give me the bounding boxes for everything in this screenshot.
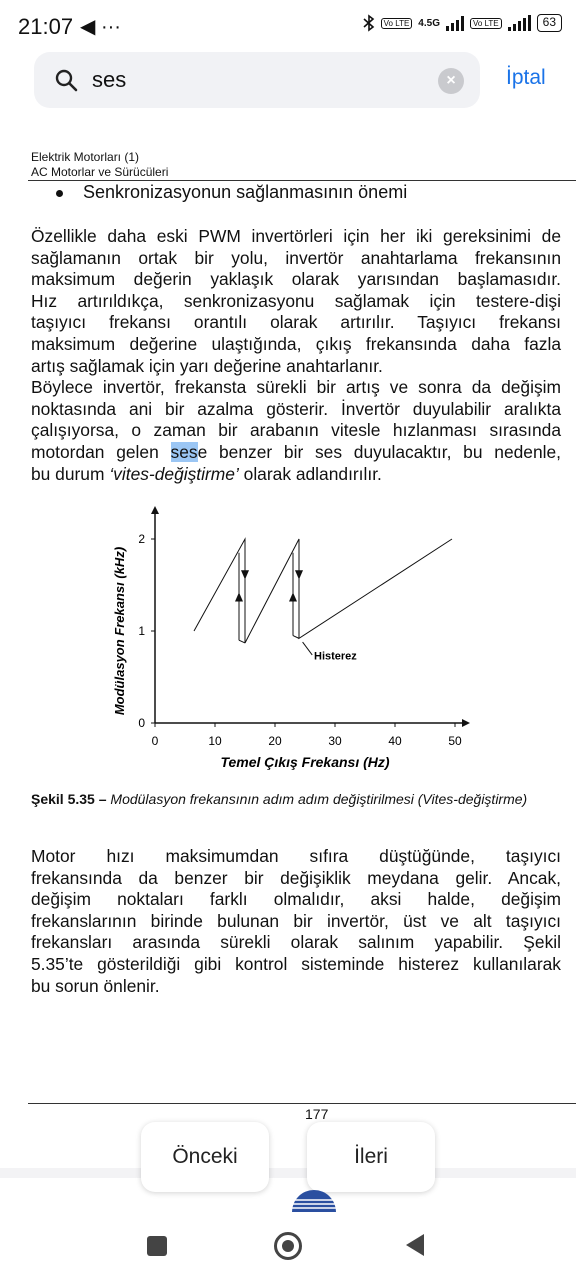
- figure-caption: [31, 790, 561, 808]
- x-tick-label: 50: [448, 734, 462, 748]
- text-line: taşıyıcı frekansı orantılı olarak artırılır. Taşıyıcı frekansı: [31, 312, 561, 333]
- battery-icon: 63: [537, 14, 562, 32]
- x-tick-label: 30: [328, 734, 342, 748]
- bullet-item: [56, 182, 407, 203]
- text-segment: motordan gelen: [31, 441, 171, 462]
- x-axis-label: Temel Çıkış Frekansı (Hz): [220, 754, 390, 770]
- caption-label: Şekil 5.35 –: [31, 791, 107, 807]
- home-icon[interactable]: [274, 1232, 302, 1260]
- header-divider: [28, 180, 576, 181]
- text-segment: bu durum: [31, 463, 110, 484]
- text-line: artış sağlamak için yarı değerine anahtarlanır.: [31, 355, 383, 376]
- volte-icon: Vo LTE: [381, 18, 413, 29]
- arrow-up-marker: [235, 592, 243, 601]
- caption-text: Modülasyon frekansının adım adım değiştirilmesi (Vites-değiştirme): [106, 791, 528, 807]
- y-axis-label: Modülasyon Frekansı (kHz): [112, 546, 127, 716]
- x-tick-label: 20: [268, 734, 282, 748]
- hysteresis-link: [239, 640, 245, 643]
- header-title: Elektrik Motorları (1): [31, 150, 140, 164]
- back-icon[interactable]: [406, 1234, 424, 1256]
- next-button[interactable]: İleri: [307, 1122, 435, 1192]
- text-line: sağlamanın ortak bir yolu, invertör anahtarlama frekansının: [31, 247, 561, 268]
- paragraph-1: [31, 226, 561, 485]
- text-line: frekanslarının birinde bulunan bir invertör, üst ve alt taşıyıcı: [31, 910, 561, 931]
- text-line: maksimum değerin yaklaşık olarak yarısından başlamasıdır.: [31, 269, 561, 290]
- status-time: 21:07: [18, 14, 74, 39]
- signal-icon: [446, 15, 464, 31]
- text-line: frekansında da benzer bir değişiklik meydana gelir. Ancak,: [31, 867, 561, 888]
- hysteresis-link: [293, 636, 299, 639]
- status-indicators: [363, 14, 562, 32]
- text-line: maksimum değerine ulaştığında, çıkış frekansında daha fazla: [31, 333, 561, 354]
- series-line: [194, 539, 452, 643]
- clear-search-button[interactable]: ×: [438, 68, 464, 94]
- logo-icon: [290, 1186, 338, 1214]
- bottom-band: [0, 1168, 576, 1178]
- signal-icon-2: [508, 15, 531, 31]
- bullet-text: Senkronizasyonun sağlanmasının önemi: [83, 182, 408, 202]
- text-line: [31, 464, 561, 486]
- annotation-label: Histerez: [314, 650, 357, 663]
- page-number: 177: [305, 1106, 329, 1122]
- previous-button[interactable]: Önceki: [141, 1122, 269, 1192]
- text-line: çalışıyorsa, o zaman bir arabanın vitesle hızlanması sırasında: [31, 420, 561, 441]
- search-icon: [54, 68, 78, 92]
- text-line-with-highlight: [31, 442, 561, 464]
- y-tick-label: 1: [138, 624, 145, 638]
- x-tick-label: 0: [151, 734, 159, 748]
- header-subtitle: AC Motorlar ve Sürücüleri: [31, 165, 169, 179]
- text-line: Motor hızı maksimumdan sıfıra düştüğünde, taşıyıcı: [31, 846, 561, 866]
- y-tick-label: 2: [138, 532, 145, 546]
- y-tick-label: 0: [138, 716, 145, 730]
- paragraph-2: [31, 846, 561, 997]
- arrow-up-marker: [289, 592, 297, 601]
- system-navigation-bar: [0, 1212, 576, 1280]
- text-line: frekansları arasında sürekli olarak salınım yapabilir. Şekil: [31, 932, 561, 953]
- text-line: noktasında ani bir azalma gösterir. İnvertör duyulabilir aralıkta: [31, 398, 561, 419]
- bluetooth-icon: [363, 14, 375, 32]
- footer-divider: [28, 1103, 576, 1104]
- x-axis-arrow: [462, 719, 470, 727]
- search-input[interactable]: [92, 64, 422, 96]
- modulation-frequency-chart: [100, 500, 476, 780]
- bullet-dot: [56, 190, 63, 197]
- y-axis-arrow: [151, 506, 159, 514]
- search-highlight: ses: [170, 441, 198, 462]
- x-tick-label: 40: [388, 734, 402, 748]
- text-line: 5.35’te gösterildiği gibi kontrol sisteminde histerez kullanılarak: [31, 953, 561, 974]
- italic-term: ‘vites-değiştirme’: [109, 463, 239, 484]
- document-header: [31, 150, 168, 180]
- x-tick-label: 10: [208, 734, 222, 748]
- cancel-button[interactable]: İptal: [506, 66, 546, 89]
- arrow-down-marker: [295, 570, 303, 579]
- recent-apps-icon[interactable]: [147, 1236, 167, 1256]
- text-segment: e benzer bir ses duyulacaktır, bu nedenle,: [197, 441, 561, 462]
- arrow-down-marker: [241, 570, 249, 579]
- text-line: Hız artırıldıkça, senkronizasyonu sağlamak için testere-dişi: [31, 290, 561, 311]
- network-type: 4.5G: [418, 17, 440, 29]
- volte-icon-2: Vo LTE: [470, 18, 502, 29]
- annotation-leader: [303, 642, 313, 655]
- text-segment: olarak adlandırılır.: [238, 463, 382, 484]
- notification-icons: ◀ ···: [80, 16, 121, 38]
- text-line: değişim noktaları farklı olmalıdır, aksi halde, değişim: [31, 889, 561, 910]
- search-bar[interactable]: [34, 52, 480, 108]
- status-bar: [0, 0, 576, 52]
- text-line: Böylece invertör, frekansta sürekli bir artış ve sonra da değişim: [31, 377, 561, 398]
- text-line: Özellikle daha eski PWM invertörleri için her iki gereksinimi de: [31, 226, 561, 246]
- text-line: bu sorun önlenir.: [31, 975, 160, 996]
